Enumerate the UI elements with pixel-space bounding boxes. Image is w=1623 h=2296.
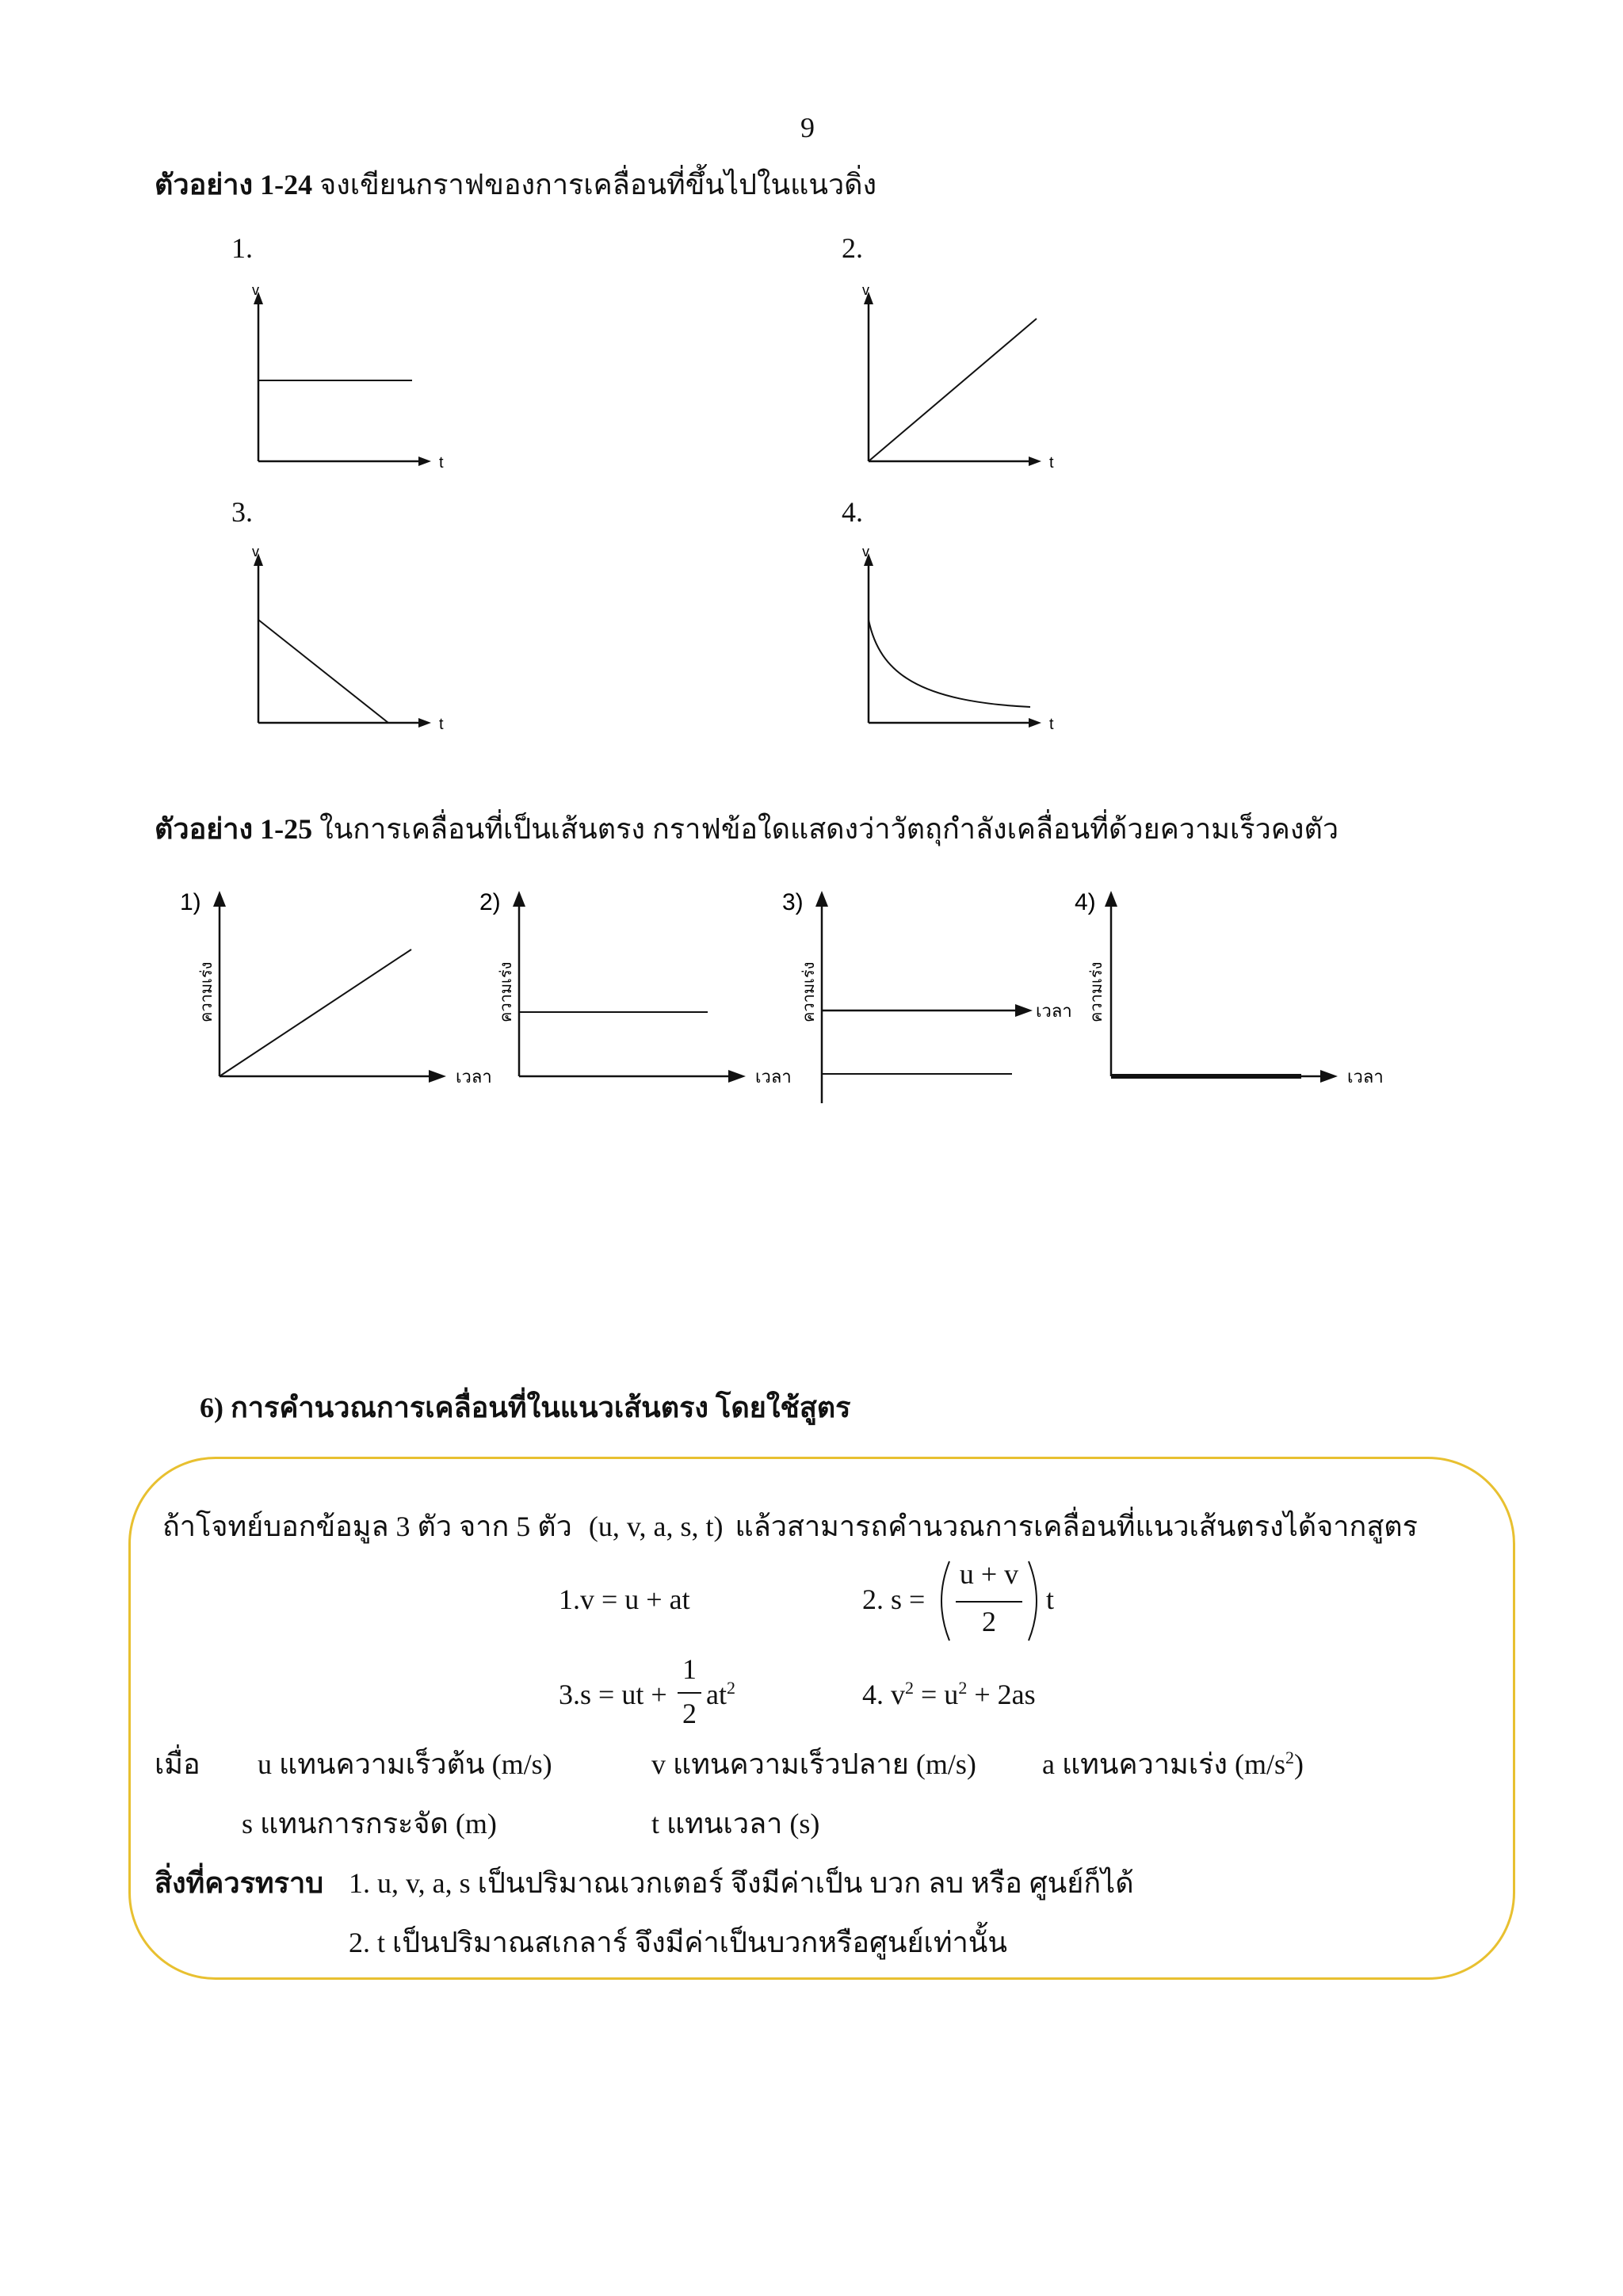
graph-3 [238,539,460,737]
definition-v: v แทนความเร็วปลาย (m/s) [651,1748,976,1780]
section-6-heading: 6) การคำนวณการเคลื่อนที่ในแนวเส้นตรง โดยใช้สูตร [200,1392,851,1423]
note-label: สิ่งที่ควรทราบ [155,1867,324,1899]
graph-c [781,880,1113,1110]
example-1-25-question: ในการเคลื่อนที่เป็นเส้นตรง กราฟข้อใดแสดงว่าวัตถุกำลังเคลื่อนที่ด้วยความเร็วคงตัว [319,813,1339,845]
graph-b-y-label: ความเร่ง [498,961,515,1022]
note-1: 1. u, v, a, s เป็นปริมาณเวกเตอร์ จึงมีค่าเป็น บวก ลบ หรือ ศูนย์ก็ได้ [349,1867,1134,1899]
graph-a [178,880,511,1110]
formula-2-prefix: 2. s = [862,1584,926,1615]
formula-4-part-a: 4. v [862,1679,905,1710]
graph-d [1070,880,1403,1110]
graph-2-number: 2. [842,232,863,264]
example-1-24-question: จงเขียนกราฟของการเคลื่อนที่ขึ้นไปในแนวดิ่ง [319,169,877,201]
formula-2-numerator: u + v [959,1558,1019,1590]
example-1-25-label: ตัวอย่าง 1-25 [155,813,313,845]
graph-b-number: 2) [479,889,501,915]
graph-3-y-label: v [252,544,259,560]
graph-d-number: 4) [1075,889,1096,915]
formula-3-numerator: 1 [682,1653,697,1685]
definition-u: u แทนความเร็วต้น (m/s) [258,1748,552,1780]
graph-2-y-label: v [862,282,869,298]
graph-1-x-label: t [439,454,444,472]
page-number: 9 [800,112,815,143]
definition-a-close: ) [1293,1748,1304,1780]
formula-3-exponent: 2 [726,1678,735,1698]
graph-1 [238,277,460,476]
graph-c-number: 3) [782,889,804,915]
formula-4-part-c: + 2as [967,1679,1036,1710]
formula-intro-vars: (u, v, a, s, t) [588,1511,724,1542]
graph-4-x-label: t [1049,716,1054,733]
example-1-24-title [155,168,876,202]
graph-a-x-label: เวลา [456,1067,492,1087]
formula-4-part-b: = u [914,1679,959,1710]
formula-intro-pre: ถ้าโจทย์บอกข้อมูล 3 ตัว จาก 5 ตัว [162,1511,572,1542]
graph-4 [848,539,1070,737]
example-1-25-title [155,812,1338,846]
formula-3-denominator: 2 [682,1698,697,1729]
formula-1: 1.v = u + at [559,1584,690,1615]
formula-4 [862,1678,1036,1712]
graph-4-number: 4. [842,496,863,528]
graph-3-x-label: t [439,716,444,733]
formula-3-suffix [706,1678,735,1712]
formula-3-suffix-text: at [706,1679,727,1710]
formula-2-suffix: t [1046,1584,1055,1615]
formula-intro-post: แล้วสามารถคำนวณการเคลื่อนที่แนวเส้นตรงได้จากสูตร [735,1511,1419,1542]
graph-d-y-label: ความเร่ง [1088,961,1106,1022]
definition-a [1042,1748,1304,1782]
graph-2-x-label: t [1049,454,1054,472]
note-2: 2. t เป็นปริมาณสเกลาร์ จึงมีค่าเป็นบวกหรือศูนย์เท่านั้น [349,1927,1008,1958]
when-label: เมื่อ [155,1748,200,1780]
formula-4-exp-2: 2 [958,1678,968,1698]
graph-c-x-label: เวลา [1036,1001,1072,1021]
formula-4-exp-1: 2 [905,1678,914,1698]
formula-3-fraction-bar [678,1692,701,1694]
definition-s: s แทนการกระจัด (m) [242,1808,497,1839]
example-1-24-label: ตัวอย่าง 1-24 [155,169,313,201]
graph-a-number: 1) [180,889,201,915]
formula-3-prefix: 3.s = ut + [559,1679,667,1710]
graph-3-number: 3. [231,496,253,528]
definition-a-exponent: 2 [1285,1748,1294,1767]
graph-b-x-label: เวลา [755,1067,792,1087]
formula-2-denominator: 2 [982,1606,996,1637]
graph-1-y-label: v [252,282,259,298]
formula-2 [862,1557,1068,1645]
graph-2 [848,277,1070,476]
graph-1-number: 1. [231,232,253,264]
definition-t: t แทนเวลา (s) [651,1808,820,1839]
graph-d-x-label: เวลา [1347,1067,1384,1087]
formula-2-fraction-bar [956,1601,1022,1603]
formula-intro [162,1510,1418,1544]
formula-3 [559,1652,765,1740]
graph-4-y-label: v [862,544,869,560]
definition-a-text: a แทนความเร่ง (m/s [1042,1748,1285,1780]
graph-b [478,880,811,1110]
graph-a-y-label: ความเร่ง [198,961,216,1022]
graph-c-y-label: ความเร่ง [800,961,818,1022]
